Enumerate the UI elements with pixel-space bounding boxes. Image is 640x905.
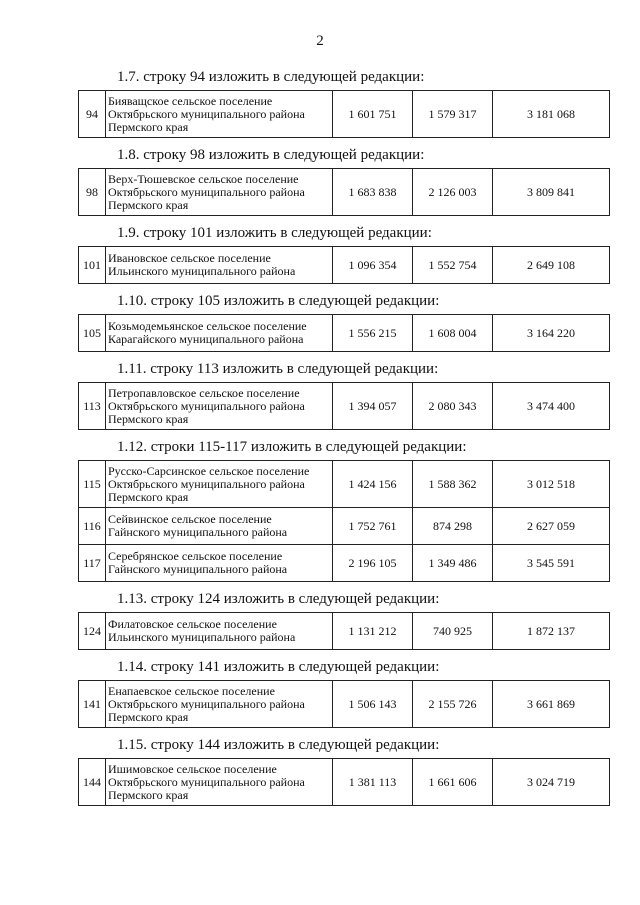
row-number-cell: 113 — [79, 383, 106, 430]
row-number-cell: 116 — [79, 508, 106, 545]
settlement-name-cell — [106, 315, 333, 352]
amount-cell-v2: 740 925 — [413, 613, 493, 650]
amount-cell-v1: 1 424 156 — [333, 461, 413, 508]
amount-cell-v2: 2 126 003 — [413, 169, 493, 216]
settlement-name-line: Октябрьского муниципального района — [108, 476, 305, 491]
settlement-name-line: Ильинского муниципального района — [108, 630, 296, 644]
settlement-name-line: Енапаевское сельское поселение — [108, 683, 275, 698]
amount-cell-v1: 1 752 761 — [333, 508, 413, 545]
settlement-name-line: Петропавловское сельское поселение — [108, 385, 300, 400]
settlement-name-line: Ильинского муниципального района — [108, 264, 296, 278]
amount-cell-v1: 1 601 751 — [333, 91, 413, 138]
amendment-heading: 1.13. строку 124 изложить в следующей редакции: — [117, 591, 440, 607]
amendment-table — [78, 90, 610, 138]
amount-cell-v2: 1 588 362 — [413, 461, 493, 508]
settlement-name-line: Пермского края — [108, 787, 189, 802]
amount-cell-v2: 1 661 606 — [413, 759, 493, 806]
amendment-table — [78, 460, 610, 582]
settlement-name-cell — [106, 759, 333, 806]
settlement-name-line: Октябрьского муниципального района — [108, 398, 305, 413]
document-body — [78, 64, 610, 813]
row-number-cell: 94 — [79, 91, 106, 138]
amount-cell-v1: 1 131 212 — [333, 613, 413, 650]
settlement-name-line: Пермского края — [108, 489, 189, 504]
row-number-cell: 105 — [79, 315, 106, 352]
table-row — [79, 169, 610, 216]
amount-cell-v1: 1 683 838 — [333, 169, 413, 216]
amount-cell-v2: 1 552 754 — [413, 247, 493, 284]
amendment-heading: 1.7. строку 94 изложить в следующей редакции: — [117, 69, 425, 85]
settlement-name-line: Ивановское сельское поселение — [108, 251, 271, 265]
amount-cell-v3: 3 164 220 — [493, 315, 610, 352]
amendment-heading: 1.8. строку 98 изложить в следующей редакции: — [117, 147, 425, 163]
amendment-heading: 1.15. строку 144 изложить в следующей редакции: — [117, 737, 440, 753]
settlement-name-line: Пермского края — [108, 709, 189, 724]
settlement-name-line: Пермского края — [108, 119, 189, 134]
settlement-name-line: Карагайского муниципального района — [108, 332, 304, 346]
amendment-heading: 1.12. строки 115-117 изложить в следующей редакции: — [117, 439, 467, 455]
amount-cell-v1: 1 394 057 — [333, 383, 413, 430]
settlement-name-line: Верх-Тюшевское сельское поселение — [108, 171, 299, 186]
amount-cell-v3: 2 627 059 — [493, 508, 610, 545]
amendment-table — [78, 612, 610, 650]
table-row — [79, 461, 610, 508]
table-row — [79, 91, 610, 138]
table-row — [79, 508, 610, 545]
page-number: 2 — [316, 33, 324, 49]
settlement-name-line: Октябрьского муниципального района — [108, 184, 305, 199]
row-number-cell: 144 — [79, 759, 106, 806]
settlement-name-line: Козьмодемьянское сельское поселение — [108, 319, 307, 333]
settlement-name-line: Гайнского муниципального района — [108, 562, 288, 576]
row-number-cell: 141 — [79, 681, 106, 728]
amount-cell-v3: 3 181 068 — [493, 91, 610, 138]
amount-cell-v2: 2 080 343 — [413, 383, 493, 430]
settlement-name-cell — [106, 247, 333, 284]
amount-cell-v3: 3 809 841 — [493, 169, 610, 216]
row-number-cell: 124 — [79, 613, 106, 650]
settlement-name-line: Филатовское сельское поселение — [108, 617, 277, 631]
row-number-cell: 98 — [79, 169, 106, 216]
settlement-name-cell — [106, 383, 333, 430]
settlement-name-cell — [106, 461, 333, 508]
amendment-table — [78, 168, 610, 216]
amount-cell-v3: 3 545 591 — [493, 545, 610, 582]
amount-cell-v1: 1 096 354 — [333, 247, 413, 284]
settlement-name-cell — [106, 681, 333, 728]
row-number-cell: 117 — [79, 545, 106, 582]
settlement-name-cell — [106, 613, 333, 650]
settlement-name-line: Серебрянское сельское поселение — [108, 549, 283, 563]
amendment-heading: 1.9. строку 101 изложить в следующей редакции: — [117, 225, 432, 241]
amendment-table — [78, 314, 610, 352]
amendment-heading: 1.10. строку 105 изложить в следующей редакции: — [117, 293, 440, 309]
table-row — [79, 759, 610, 806]
table-row — [79, 315, 610, 352]
amount-cell-v2: 1 579 317 — [413, 91, 493, 138]
settlement-name-line: Сейвинское сельское поселение — [108, 512, 272, 526]
amount-cell-v1: 2 196 105 — [333, 545, 413, 582]
amount-cell-v3: 3 012 518 — [493, 461, 610, 508]
settlement-name-line: Октябрьского муниципального района — [108, 774, 305, 789]
amendment-table — [78, 246, 610, 284]
amendment-heading: 1.11. строку 113 изложить в следующей редакции: — [117, 361, 439, 377]
amount-cell-v1: 1 506 143 — [333, 681, 413, 728]
table-row — [79, 545, 610, 582]
table-row — [79, 383, 610, 430]
amount-cell-v3: 3 661 869 — [493, 681, 610, 728]
table-row — [79, 613, 610, 650]
settlement-name-line: Гайнского муниципального района — [108, 525, 288, 539]
table-row — [79, 681, 610, 728]
settlement-name-line: Октябрьского муниципального района — [108, 696, 305, 711]
row-number-cell: 115 — [79, 461, 106, 508]
amount-cell-v2: 1 608 004 — [413, 315, 493, 352]
amendment-table — [78, 680, 610, 728]
settlement-name-line: Пермского края — [108, 411, 189, 426]
settlement-name-cell — [106, 508, 333, 545]
amount-cell-v3: 2 649 108 — [493, 247, 610, 284]
amendment-heading: 1.14. строку 141 изложить в следующей редакции: — [117, 659, 440, 675]
settlement-name-line: Октябрьского муниципального района — [108, 106, 305, 121]
amount-cell-v2: 2 155 726 — [413, 681, 493, 728]
amount-cell-v2: 1 349 486 — [413, 545, 493, 582]
amount-cell-v3: 3 474 400 — [493, 383, 610, 430]
amount-cell-v2: 874 298 — [413, 508, 493, 545]
row-number-cell: 101 — [79, 247, 106, 284]
amount-cell-v1: 1 556 215 — [333, 315, 413, 352]
amount-cell-v3: 3 024 719 — [493, 759, 610, 806]
settlement-name-cell — [106, 545, 333, 582]
settlement-name-line: Русско-Сарсинское сельское поселение — [108, 463, 310, 478]
table-row — [79, 247, 610, 284]
amount-cell-v3: 1 872 137 — [493, 613, 610, 650]
settlement-name-line: Пермского края — [108, 197, 189, 212]
settlement-name-line: Бияващское сельское поселение — [108, 93, 273, 108]
amendment-table — [78, 382, 610, 430]
settlement-name-cell — [106, 91, 333, 138]
amount-cell-v1: 1 381 113 — [333, 759, 413, 806]
settlement-name-cell — [106, 169, 333, 216]
settlement-name-line: Ишимовское сельское поселение — [108, 761, 277, 776]
amendment-table — [78, 758, 610, 806]
